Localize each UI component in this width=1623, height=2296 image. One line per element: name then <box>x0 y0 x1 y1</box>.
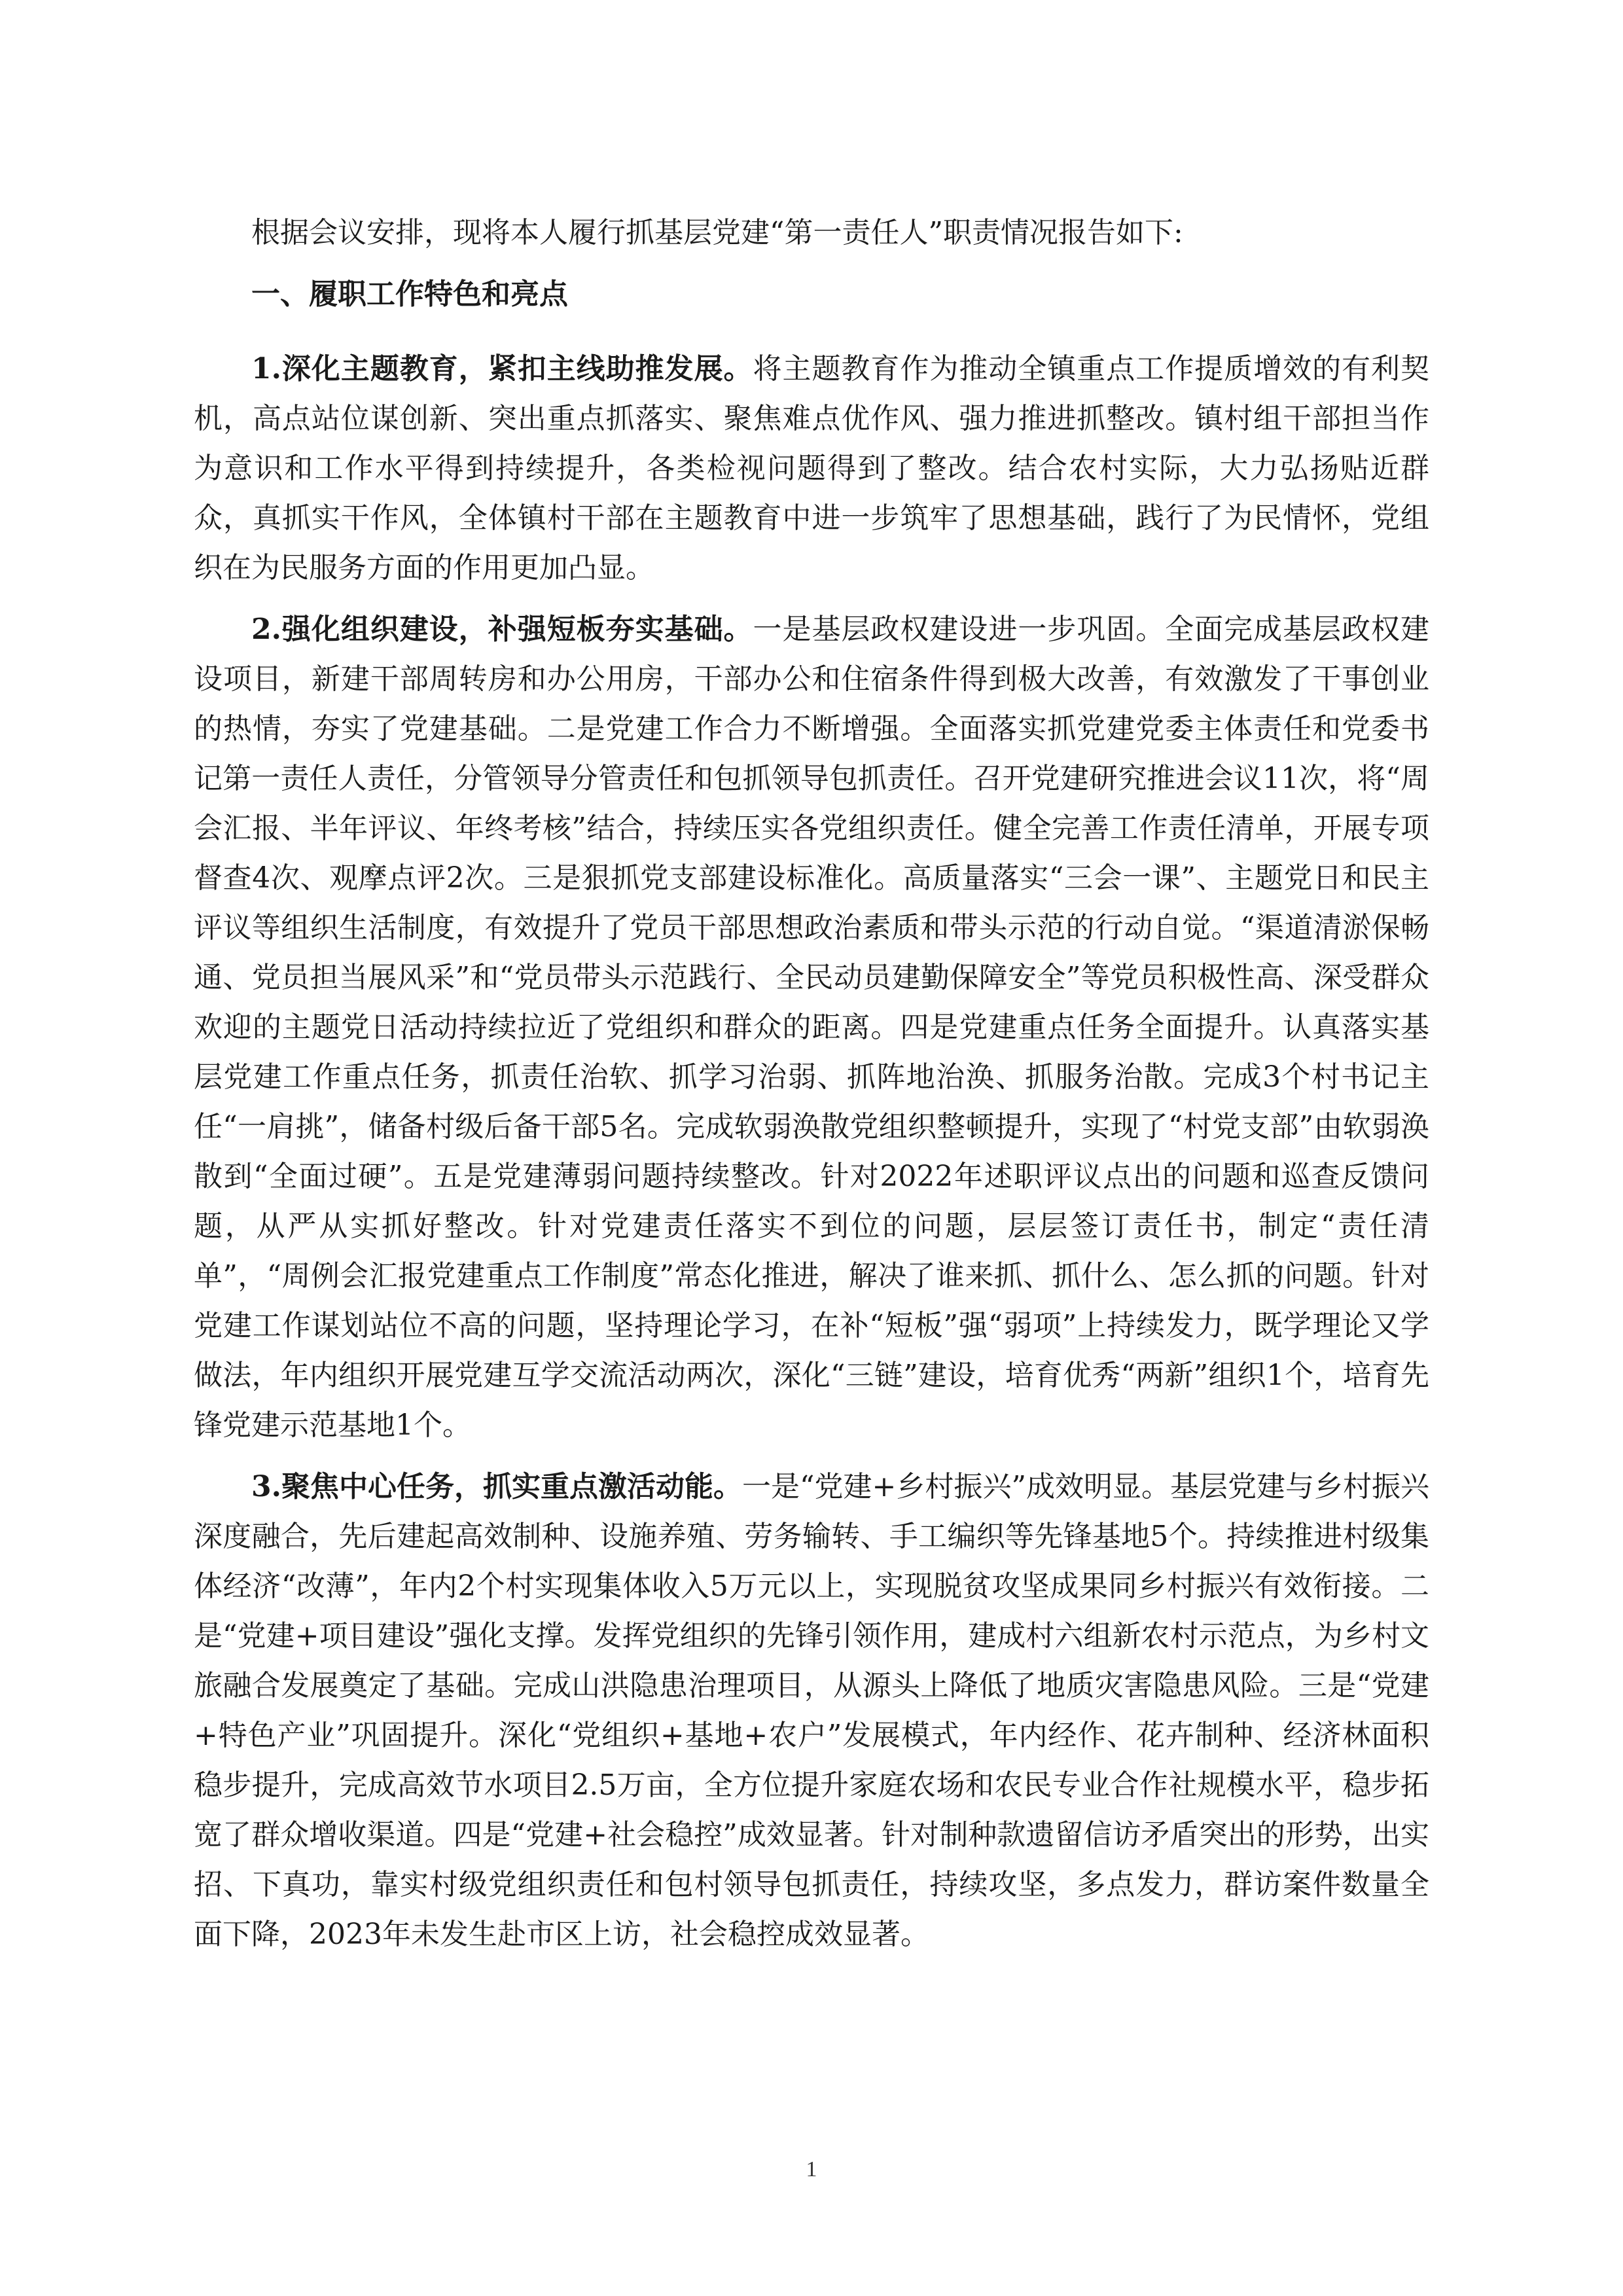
item-lead-2: 2.强化组织建设，补强短板夯实基础。 <box>251 613 753 646</box>
document-body <box>194 208 1429 1971</box>
item-body-2: 一是基层政权建设进一步巩固。全面完成基层政权建设项目，新建干部周转房和办公用房，干部办公和住宿条件得到极大改善，有效激发了干事创业的热情，夯实了党建基础。二是党建工作合力不断增强。全面落实抓党建党委主体责任和党委书记第一责任人责任，分管领导分管责任和包抓领导包抓责任。召开党建研究推进会议11次，将“周会汇报、半年评议、年终考核”结合，持续压实各党组织责任。健全完善工作责任清单，开展专项督查4次、观摩点评2次。三是狠抓党支部建设标准化。高质量落实“三会一课”、主题党日和民主评议等组织生活制度，有效提升了党员干部思想政治素质和带头示范的行动自觉。“渠道清淤保畅通、党员担当展风采”和“党员带头示范践行、全民动员建勤保障安全”等党员积极性高、深受群众欢迎的主题党日活动持续拉近了党组织和群众的距离。四是党建重点任务全面提升。认真落实基层党建工作重点任务，抓责任治软、抓学习治弱、抓阵地治涣、抓服务治散。完成3个村书记主任“一肩挑”，储备村级后备干部5名。完成软弱涣散党组织整顿提升，实现了“村党支部”由软弱涣散到“全面过硬”。五是党建薄弱问题持续整改。针对2022年述职评议点出的问题和巡查反馈问题，从严从实抓好整改。针对党建责任落实不到位的问题，层层签订责任书，制定“责任清单”，“周例会汇报党建重点工作制度”常态化推进，解决了谁来抓、抓什么、怎么抓的问题。针对党建工作谋划站位不高的问题，坚持理论学习，在补“短板”强“弱项”上持续发力，既学理论又学做法，年内组织开展党建互学交流活动两次，深化“三链”建设，培育优秀“两新”组织1个，培育先锋党建示范基地1个。 <box>194 613 1430 1442</box>
item-lead-3: 3.聚焦中心任务，抓实重点激活动能。 <box>251 1470 743 1503</box>
item-paragraph-1 <box>194 344 1429 593</box>
item-paragraph-2 <box>194 605 1429 1450</box>
item-lead-1: 1.深化主题教育，紧扣主线助推发展。 <box>251 352 753 386</box>
item-paragraph-3 <box>194 1462 1429 1960</box>
item-body-3: 一是“党建+乡村振兴”成效明显。基层党建与乡村振兴深度融合，先后建起高效制种、设施养殖、劳务输转、手工编织等先锋基地5个。持续推进村级集体经济“改薄”，年内2个村实现集体收入5万元以上，实现脱贫攻坚成果同乡村振兴有效衔接。二是“党建+项目建设”强化支撑。发挥党组织的先锋引领作用，建成村六组新农村示范点，为乡村文旅融合发展奠定了基础。完成山洪隐患治理项目，从源头上降低了地质灾害隐患风险。三是“党建+特色产业”巩固提升。深化“党组织+基地+农户”发展模式，年内经作、花卉制种、经济林面积稳步提升，完成高效节水项目2.5万亩，全方位提升家庭农场和农民专业合作社规模水平，稳步拓宽了群众增收渠道。四是“党建+社会稳控”成效显著。针对制种款遗留信访矛盾突出的形势，出实招、下真功，靠实村级党组织责任和包村领导包抓责任，持续攻坚，多点发力，群访案件数量全面下降，2023年未发生赴市区上访，社会稳控成效显著。 <box>194 1470 1430 1951</box>
intro-paragraph: 根据会议安排，现将本人履行抓基层党建“第一责任人”职责情况报告如下: <box>251 216 1183 249</box>
item-body-1: 将主题教育作为推动全镇重点工作提质增效的有利契机，高点站位谋创新、突出重点抓落实、聚焦难点优作风、强力推进抓整改。镇村组干部担当作为意识和工作水平得到持续提升，各类检视问题得到了整改。结合农村实际，大力弘扬贴近群众，真抓实干作风，全体镇村干部在主题教育中进一步筑牢了思想基础，践行了为民情怀，党组织在为民服务方面的作用更加凸显。 <box>194 352 1430 584</box>
page-number: 1 <box>806 2157 817 2181</box>
section-heading: 一、履职工作特色和亮点 <box>251 278 568 311</box>
